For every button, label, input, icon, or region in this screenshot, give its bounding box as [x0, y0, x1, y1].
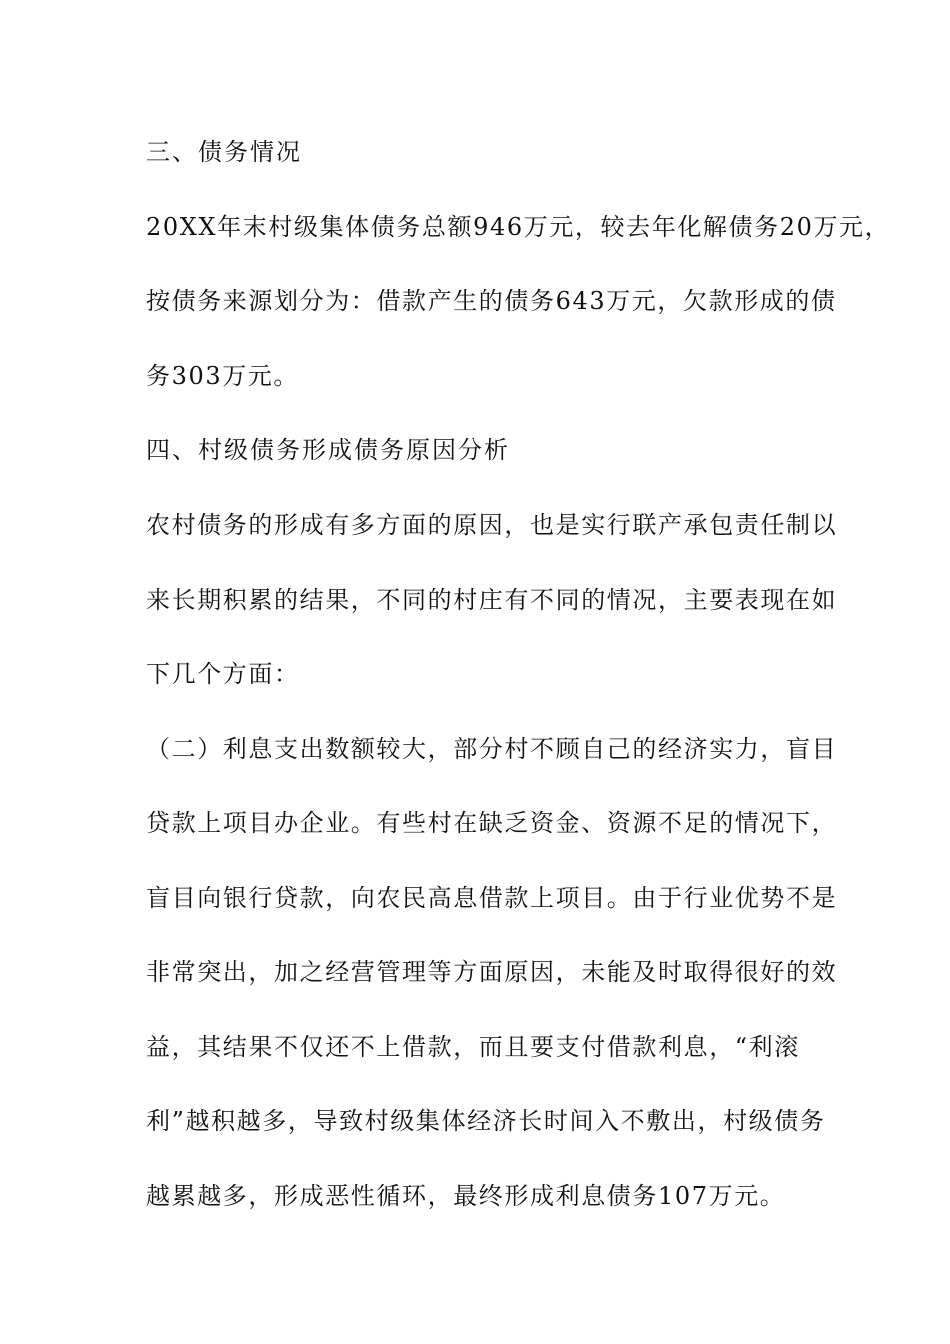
paragraph-line: 农村债务的形成有多方面的原因，也是实行联产承包责任制以: [146, 511, 838, 539]
paragraph-line: 下几个方面：: [146, 660, 300, 688]
paragraph-line: 来长期积累的结果，不同的村庄有不同的情况，主要表现在如: [146, 586, 838, 614]
paragraph-line: 按债务来源划分为：借款产生的债务643万元，欠款形成的债: [146, 287, 837, 315]
paragraph-line: 越累越多，形成恶性循环，最终形成利息债务107万元。: [146, 1182, 786, 1210]
section-heading-debt-situation: 三、债务情况: [146, 138, 302, 166]
paragraph-line: 利”越积越多，导致村级集体经济长时间入不敷出，村级债务: [146, 1107, 826, 1135]
paragraph-line: 非常突出，加之经营管理等方面原因，未能及时取得很好的效: [146, 958, 838, 986]
section-heading-debt-causes: 四、村级债务形成债务原因分析: [146, 436, 510, 464]
paragraph-line: （二）利息支出数额较大，部分村不顾自己的经济实力，盲目: [146, 735, 838, 763]
paragraph-line: 贷款上项目办企业。有些村在缺乏资金、资源不足的情况下，: [146, 809, 838, 837]
paragraph-line: 益，其结果不仅还不上借款，而且要支付借款利息，“利滚: [146, 1033, 800, 1061]
paragraph-line: 20XX年末村级集体债务总额946万元，较去年化解债务20万元，: [146, 213, 891, 241]
paragraph-line: 务303万元。: [146, 362, 300, 390]
paragraph-line: 盲目向银行贷款，向农民高息借款上项目。由于行业优势不是: [146, 884, 838, 912]
